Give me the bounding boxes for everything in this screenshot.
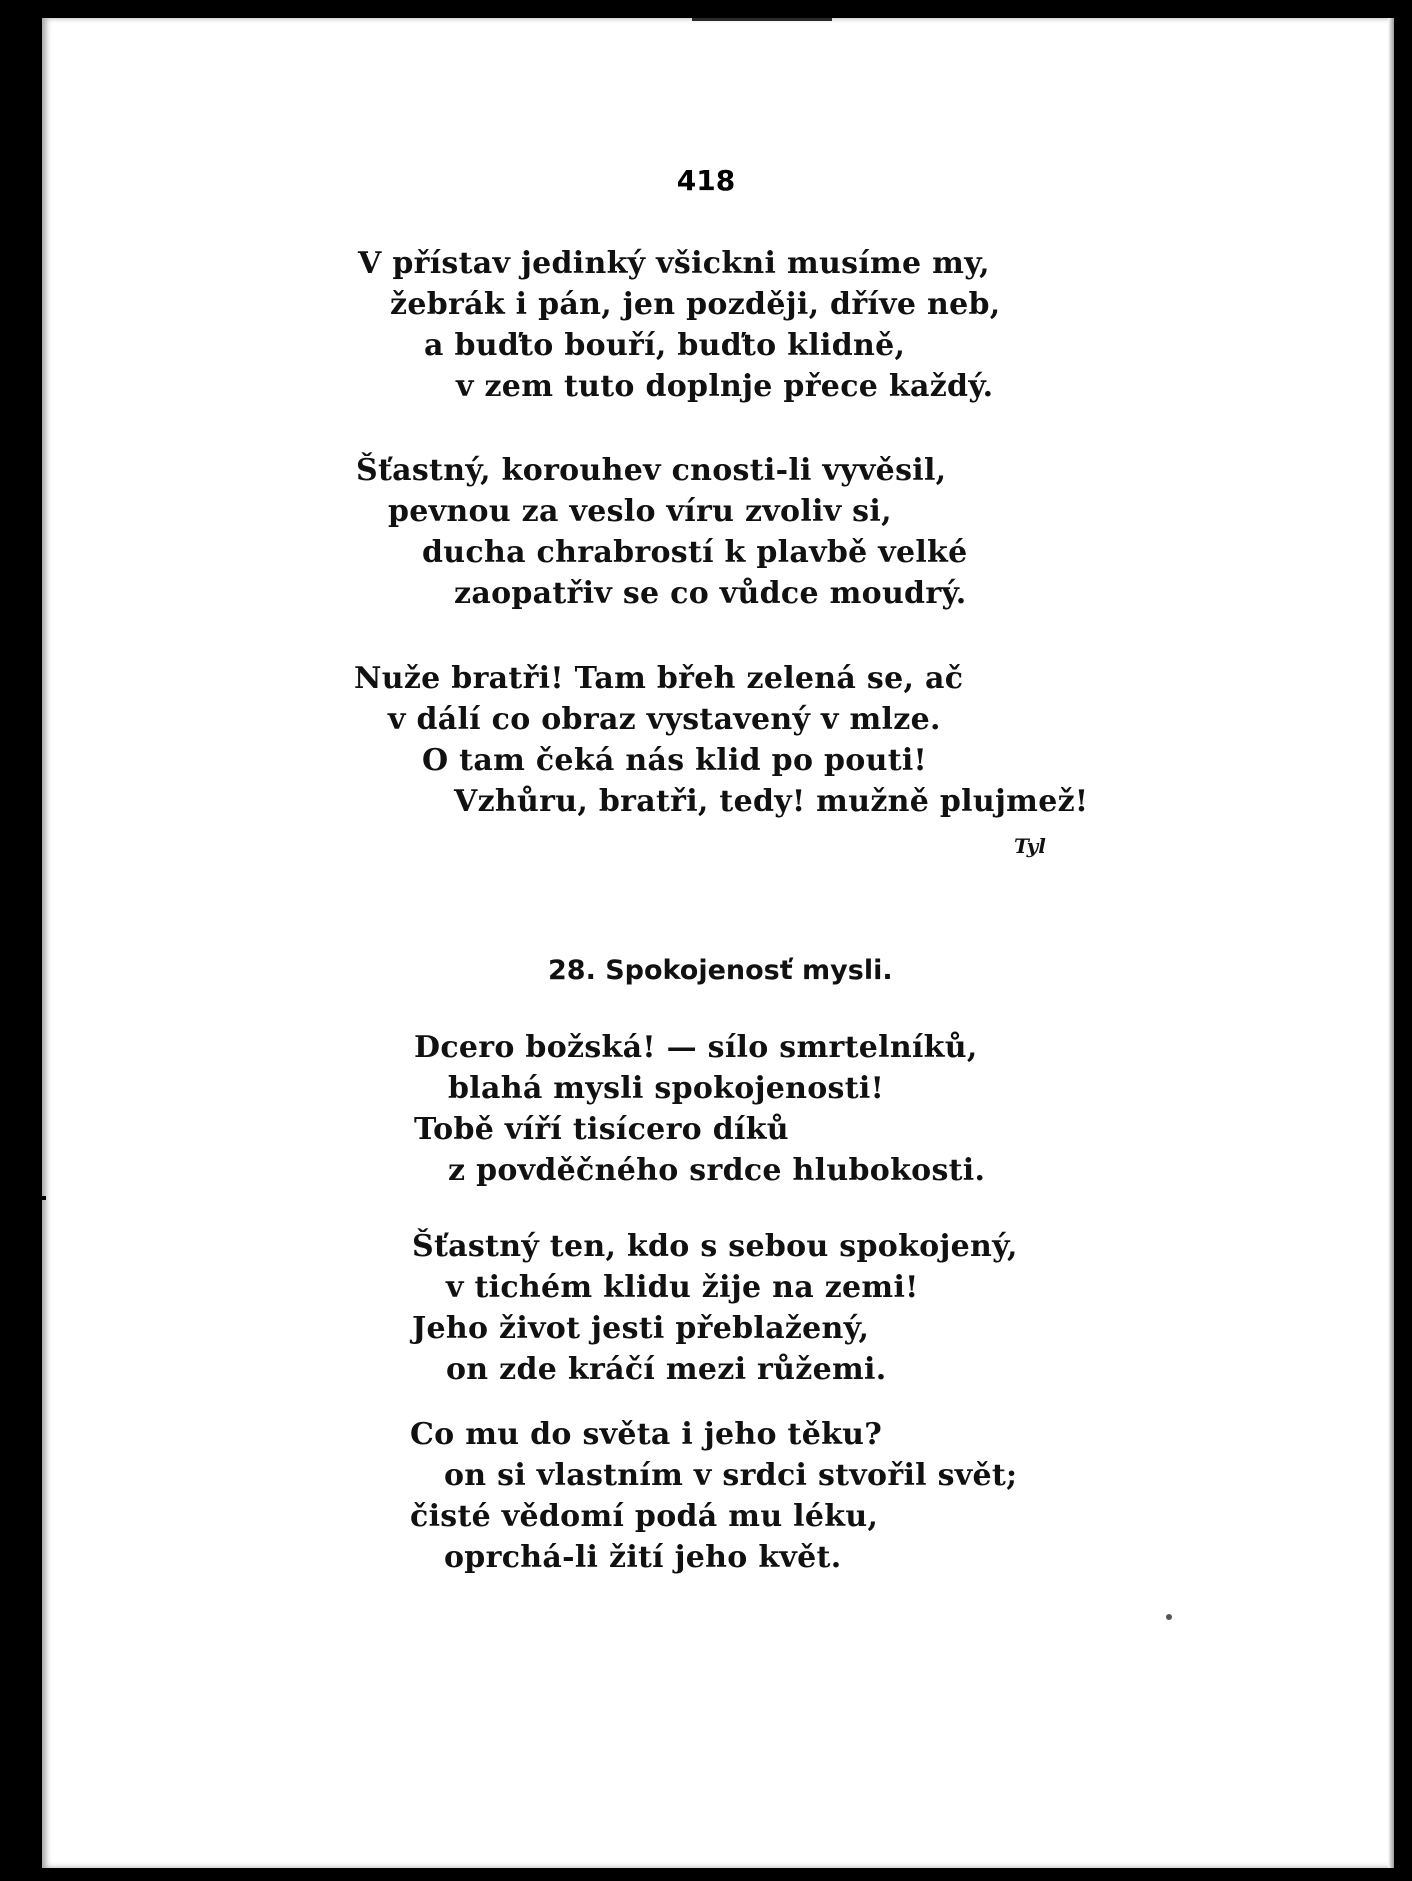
poem2-s3-line4: oprchá-li žití jeho květ. bbox=[444, 1540, 842, 1575]
poem1-s2-line3: ducha chrabrostí k plavbě velké bbox=[422, 535, 968, 570]
page-number: 418 bbox=[676, 164, 736, 197]
poem1-s2-line4: zaopatřiv se co vůdce moudrý. bbox=[454, 576, 967, 611]
binding-mark bbox=[692, 18, 832, 21]
poem2-s1-line2: blahá mysli spokojenosti! bbox=[448, 1071, 885, 1106]
poem2-s3-line3: čisté vědomí podá mu léku, bbox=[410, 1499, 879, 1534]
poem1-s1-line2: žebrák i pán, jen později, dříve neb, bbox=[390, 287, 1001, 322]
poem1-s3-line4: Vzhůru, bratři, tedy! mužně plujmež! bbox=[454, 784, 1089, 819]
poem2-s2-line3: Jeho život jesti přeblažený, bbox=[412, 1311, 870, 1346]
poem1-s3-line2: v dálí co obraz vystavený v mlze. bbox=[388, 702, 941, 737]
poem2-heading: 28. Spokojenosť mysli. bbox=[548, 955, 893, 986]
poem2-s2-line4: on zde kráčí mezi růžemi. bbox=[446, 1352, 887, 1387]
ink-speck bbox=[1166, 1614, 1172, 1620]
poem2-s3-line2: on si vlastním v srdci stvořil svět; bbox=[444, 1458, 1018, 1493]
poem1-s1-line3: a buďto bouří, buďto klidně, bbox=[424, 328, 906, 363]
poem1-s3-line3: O tam čeká nás klid po pouti! bbox=[422, 743, 928, 778]
poem2-s2-line2: v tichém klidu žije na zemi! bbox=[446, 1270, 919, 1305]
poem1-s2-line1: Šťastný, korouhev cnosti-li vyvěsil, bbox=[356, 453, 947, 488]
author-signature: Tyl bbox=[1014, 834, 1046, 858]
poem1-s3-line1: Nuže bratři! Tam břeh zelená se, ač bbox=[354, 661, 964, 696]
poem2-s3-line1: Co mu do světa i jeho těku? bbox=[410, 1417, 883, 1452]
margin-mark bbox=[36, 1196, 46, 1200]
poem2-s1-line1: Dcero božská! — sílo smrtelníků, bbox=[414, 1030, 978, 1065]
page-edge-shadow bbox=[1388, 18, 1394, 1868]
poem1-s1-line4: v zem tuto doplnje přece každý. bbox=[456, 369, 994, 404]
poem2-s2-line1: Šťastný ten, kdo s sebou spokojený, bbox=[412, 1229, 1018, 1264]
poem2-s1-line3: Tobě víří tisícero díků bbox=[414, 1112, 789, 1147]
poem1-s2-line2: pevnou za veslo víru zvoliv si, bbox=[388, 494, 892, 529]
poem1-s1-line1: V přístav jedinký všickni musíme my, bbox=[358, 246, 990, 281]
poem2-s1-line4: z povděčného srdce hlubokosti. bbox=[448, 1153, 986, 1188]
